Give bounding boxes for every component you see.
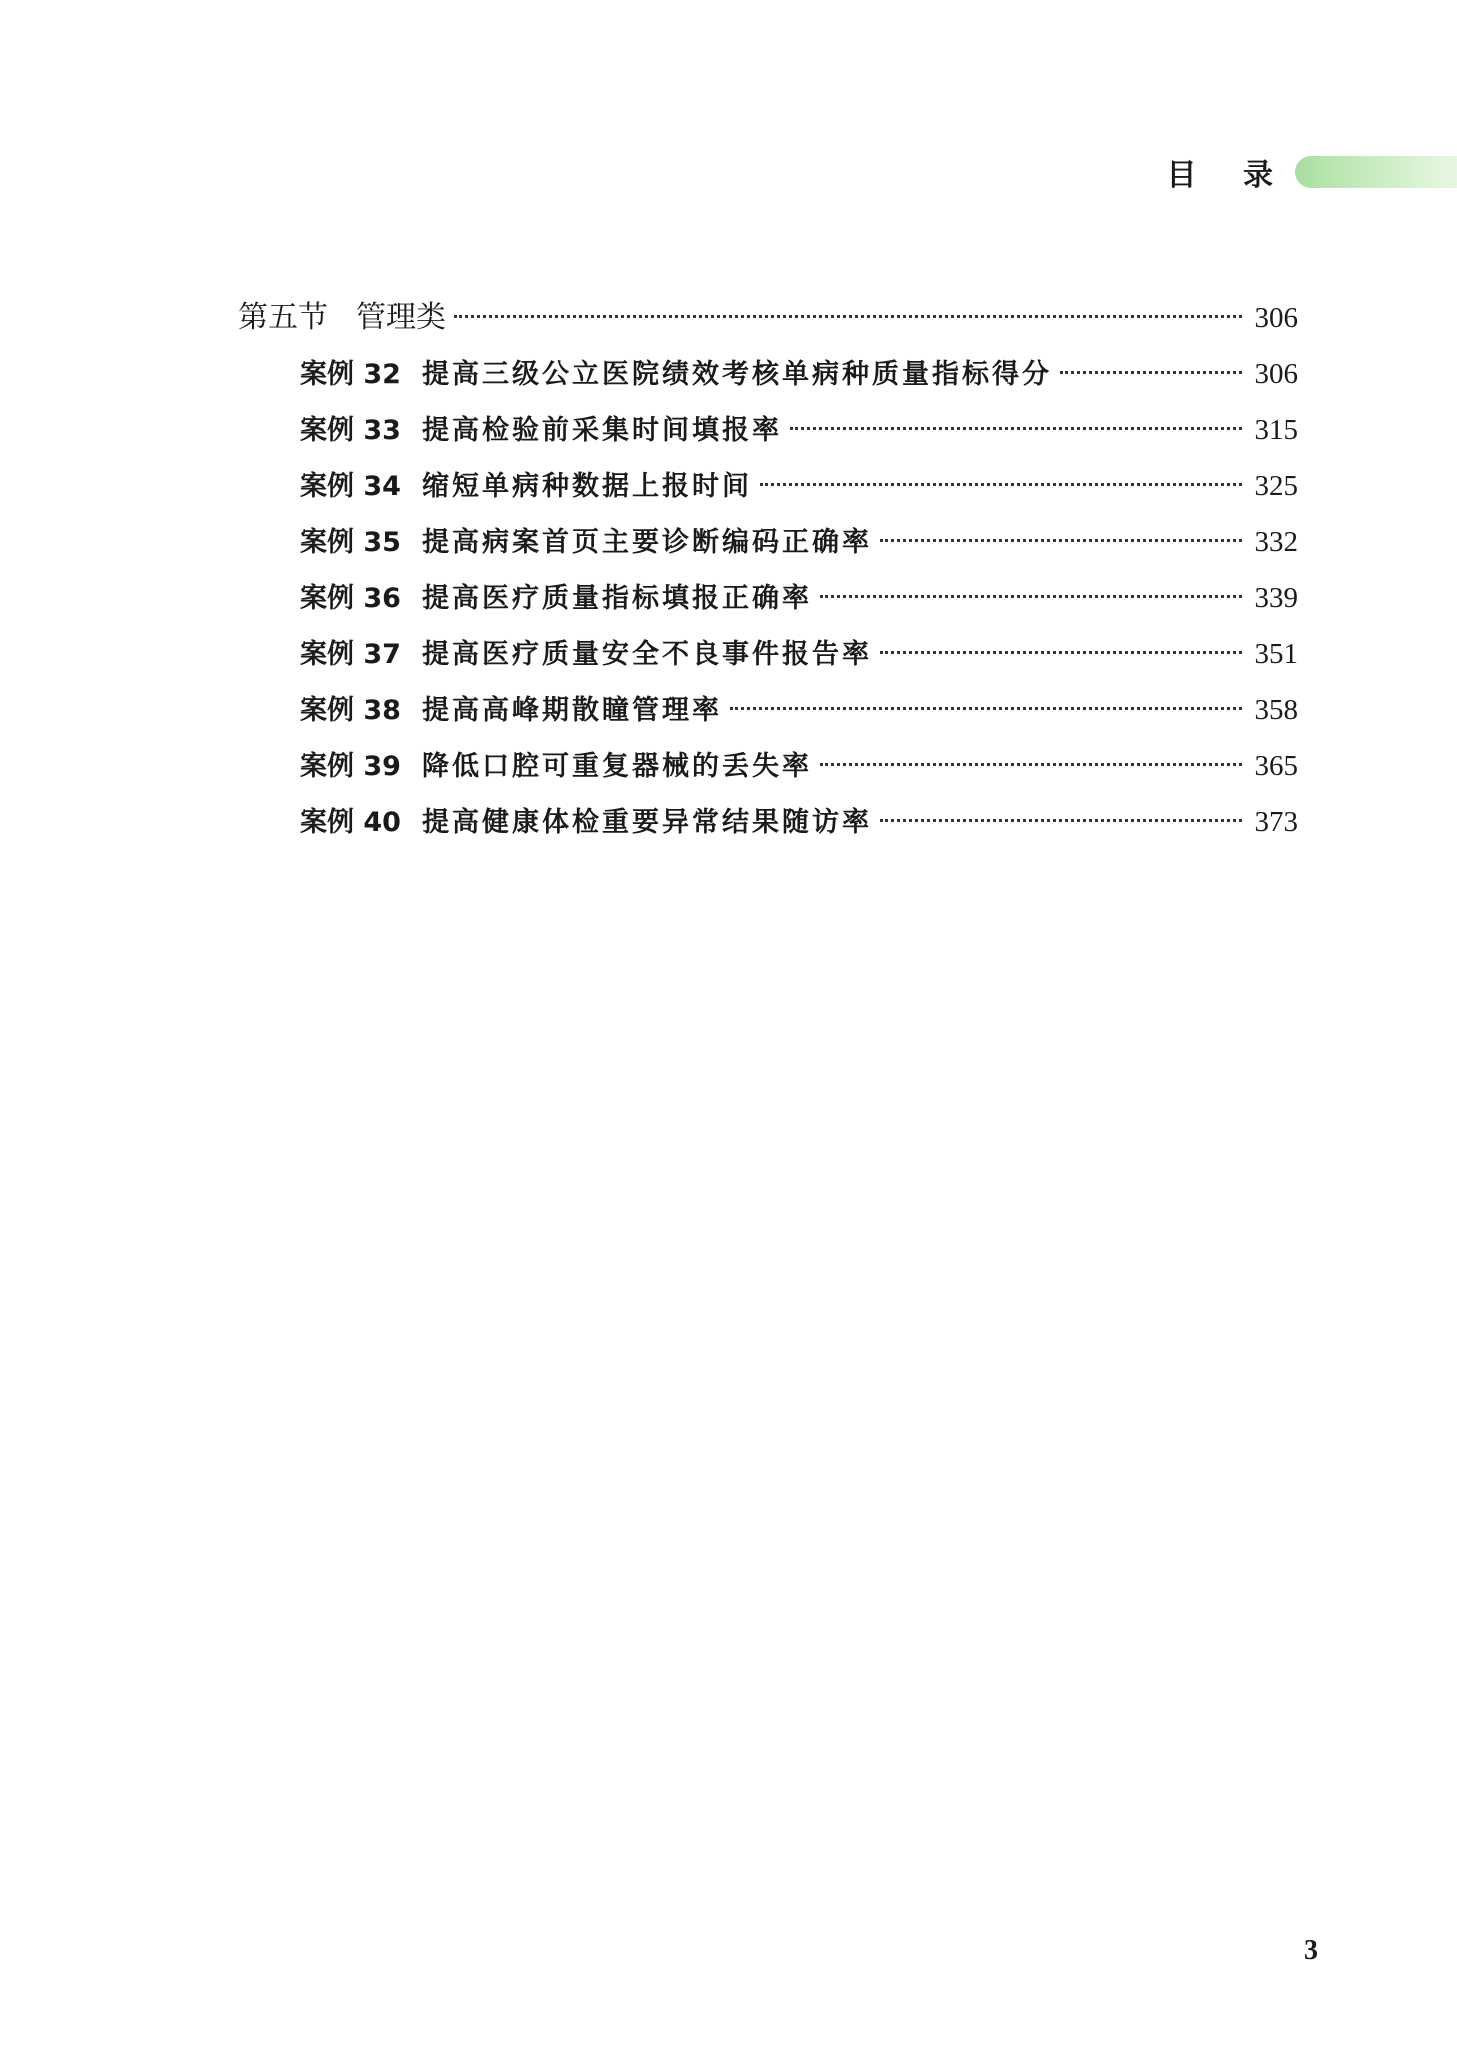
- case-title: 缩短单病种数据上报时间: [422, 471, 752, 502]
- case-title: 提高医疗质量指标填报正确率: [422, 583, 812, 614]
- case-page-number: 365: [1254, 750, 1298, 782]
- case-title: 提高健康体检重要异常结果随访率: [422, 807, 872, 838]
- case-title: 提高高峰期散瞳管理率: [422, 695, 722, 726]
- case-number: 案例 37: [300, 639, 401, 670]
- dot-leader: [880, 539, 1242, 542]
- toc-case-row[interactable]: [238, 570, 1298, 626]
- case-title: 提高医疗质量安全不良事件报告率: [422, 639, 872, 670]
- case-number: 案例 39: [300, 751, 401, 782]
- dot-leader: [730, 707, 1242, 710]
- dot-leader: [820, 763, 1242, 766]
- toc-case-row[interactable]: [238, 458, 1298, 514]
- dot-leader: [880, 651, 1242, 654]
- toc-case-row[interactable]: [238, 738, 1298, 794]
- case-title: 提高病案首页主要诊断编码正确率: [422, 527, 872, 558]
- case-title: 提高三级公立医院绩效考核单病种质量指标得分: [422, 359, 1052, 390]
- case-number: 案例 40: [300, 807, 401, 838]
- case-page-number: 315: [1254, 414, 1298, 446]
- case-number: 案例 34: [300, 471, 401, 502]
- case-title: 降低口腔可重复器械的丢失率: [422, 751, 812, 782]
- dot-leader: [820, 595, 1242, 598]
- case-number: 案例 32: [300, 359, 401, 390]
- dot-leader: [454, 315, 1242, 318]
- toc-case-row[interactable]: [238, 626, 1298, 682]
- toc-section-row[interactable]: [238, 290, 1298, 346]
- toc-case-row[interactable]: [238, 514, 1298, 570]
- dot-leader: [790, 427, 1242, 430]
- header-title: 目 录: [1166, 158, 1291, 193]
- case-page-number: 358: [1254, 694, 1298, 726]
- toc-case-row[interactable]: [238, 682, 1298, 738]
- case-number: 案例 35: [300, 527, 401, 558]
- header-decoration-bar: [1295, 156, 1457, 188]
- section-page-number: 306: [1254, 302, 1298, 334]
- case-page-number: 306: [1254, 358, 1298, 390]
- case-page-number: 325: [1254, 470, 1298, 502]
- case-page-number: 373: [1254, 806, 1298, 838]
- page-number: 3: [1304, 1935, 1318, 1966]
- table-of-contents: [238, 290, 1298, 850]
- case-page-number: 339: [1254, 582, 1298, 614]
- case-number: 案例 33: [300, 415, 401, 446]
- section-title: 管理类: [356, 300, 446, 335]
- section-label: 第五节: [238, 300, 328, 335]
- toc-case-row[interactable]: [238, 402, 1298, 458]
- case-page-number: 332: [1254, 526, 1298, 558]
- page-header: [1167, 150, 1457, 194]
- case-title: 提高检验前采集时间填报率: [422, 415, 782, 446]
- dot-leader: [880, 819, 1242, 822]
- toc-case-row[interactable]: [238, 346, 1298, 402]
- dot-leader: [760, 483, 1242, 486]
- case-page-number: 351: [1254, 638, 1298, 670]
- case-number: 案例 36: [300, 583, 401, 614]
- case-number: 案例 38: [300, 695, 401, 726]
- toc-case-row[interactable]: [238, 794, 1298, 850]
- dot-leader: [1060, 371, 1242, 374]
